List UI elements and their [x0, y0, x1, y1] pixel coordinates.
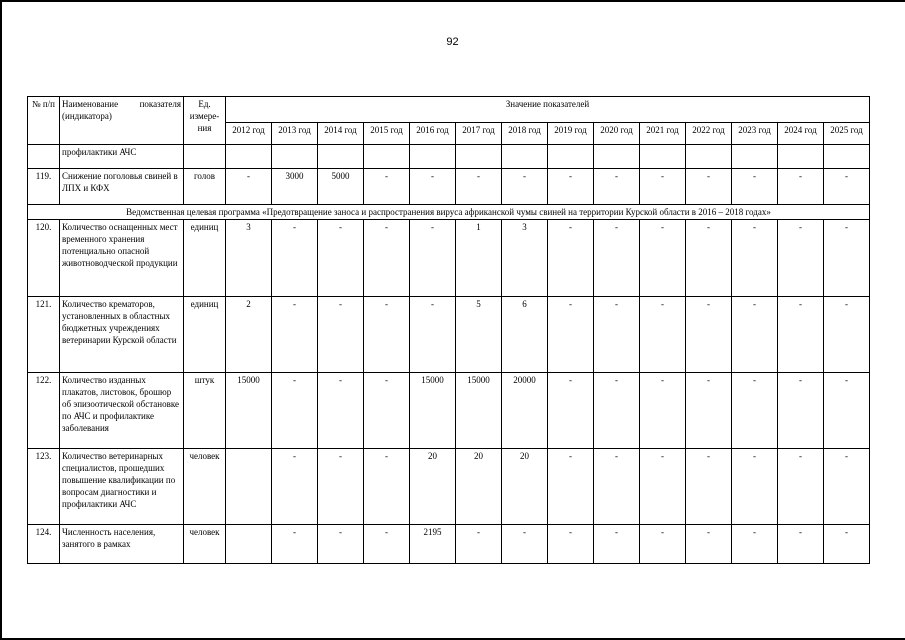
indicator-value: - [686, 297, 732, 373]
indicator-value: - [364, 449, 410, 525]
indicator-value [686, 145, 732, 169]
indicator-value: - [548, 169, 594, 205]
table-row [28, 297, 870, 373]
indicator-value: - [318, 525, 364, 564]
indicator-value: - [824, 220, 870, 297]
header-year: 2012 год [226, 123, 272, 145]
indicator-value [732, 145, 778, 169]
row-number: 120. [28, 220, 60, 297]
indicator-value: - [318, 373, 364, 449]
indicator-value: - [640, 373, 686, 449]
indicator-value: - [778, 220, 824, 297]
indicator-value: 15000 [410, 373, 456, 449]
indicator-value: - [778, 297, 824, 373]
indicator-value: - [732, 297, 778, 373]
section-title: Ведомственная целевая программа «Предотвращение заноса и распространения вируса африканской чумы свиней на территории Курской области в 2016 – 2018 годах» [28, 205, 870, 220]
indicator-value: - [640, 449, 686, 525]
indicator-value: - [778, 373, 824, 449]
table-body [28, 145, 870, 564]
indicator-value: - [272, 220, 318, 297]
indicator-value [272, 145, 318, 169]
indicator-value: - [732, 169, 778, 205]
indicator-value: 20 [502, 449, 548, 525]
indicator-value: - [824, 297, 870, 373]
table-row [28, 449, 870, 525]
indicator-value: - [640, 525, 686, 564]
indicator-value: 15000 [226, 373, 272, 449]
indicator-value: - [594, 220, 640, 297]
indicator-value: - [456, 169, 502, 205]
unit-of-measure: человек [184, 525, 226, 564]
indicator-value: 15000 [456, 373, 502, 449]
header-unit: Ед. измере-ния [184, 97, 226, 145]
header-year: 2021 год [640, 123, 686, 145]
indicator-value: - [502, 169, 548, 205]
page-number: 92 [446, 36, 459, 48]
table-row [28, 525, 870, 564]
header-num: № п/п [28, 97, 60, 145]
indicator-value: - [732, 373, 778, 449]
indicator-value: - [364, 525, 410, 564]
header-values-group: Значение показателей [226, 97, 870, 123]
indicator-value [364, 145, 410, 169]
indicator-value: - [686, 525, 732, 564]
header-year: 2022 год [686, 123, 732, 145]
indicator-value: 6 [502, 297, 548, 373]
indicator-value [226, 525, 272, 564]
row-number: 123. [28, 449, 60, 525]
table-row [28, 169, 870, 205]
indicator-value: - [548, 449, 594, 525]
indicator-value: - [410, 297, 456, 373]
indicator-value [778, 145, 824, 169]
indicator-value: - [364, 297, 410, 373]
indicator-value: - [410, 220, 456, 297]
indicator-value [824, 145, 870, 169]
unit-of-measure: штук [184, 373, 226, 449]
indicator-value: - [686, 220, 732, 297]
indicator-value: - [594, 525, 640, 564]
indicator-value: - [410, 169, 456, 205]
indicator-value: - [548, 220, 594, 297]
indicator-value: - [640, 169, 686, 205]
indicator-name: Количество крематоров, установленных в областных бюджетных учреждениях ветеринарии Курской области [60, 297, 184, 373]
indicator-value: - [640, 220, 686, 297]
indicator-value: 20 [410, 449, 456, 525]
indicator-value: 1 [456, 220, 502, 297]
indicator-value: - [824, 449, 870, 525]
indicator-value: - [226, 169, 272, 205]
indicator-value: - [502, 525, 548, 564]
indicator-value: - [778, 169, 824, 205]
indicator-value [226, 449, 272, 525]
header-year: 2015 год [364, 123, 410, 145]
indicator-value: - [318, 297, 364, 373]
indicator-value: 3 [226, 220, 272, 297]
indicator-value: - [548, 525, 594, 564]
indicator-value: - [456, 525, 502, 564]
header-year: 2018 год [502, 123, 548, 145]
indicator-value: - [548, 373, 594, 449]
table-row [28, 373, 870, 449]
indicator-value: - [272, 373, 318, 449]
indicator-table [27, 96, 870, 564]
indicator-value: - [824, 373, 870, 449]
header-year: 2014 год [318, 123, 364, 145]
indicator-value: - [594, 449, 640, 525]
header-year: 2025 год [824, 123, 870, 145]
indicator-value: - [778, 449, 824, 525]
indicator-value: - [594, 169, 640, 205]
row-number [28, 145, 60, 169]
header-year: 2020 год [594, 123, 640, 145]
indicator-value: - [548, 297, 594, 373]
unit-of-measure: человек [184, 449, 226, 525]
indicator-value: 3 [502, 220, 548, 297]
indicator-value: 5000 [318, 169, 364, 205]
indicator-value: - [364, 169, 410, 205]
indicator-value [456, 145, 502, 169]
indicator-value [410, 145, 456, 169]
indicator-value: 2195 [410, 525, 456, 564]
table-header [28, 97, 870, 145]
table-row [28, 220, 870, 297]
indicator-name: Снижение поголовья свиней в ЛПХ и КФХ [60, 169, 184, 205]
indicator-value [548, 145, 594, 169]
indicator-value: - [824, 525, 870, 564]
row-number: 119. [28, 169, 60, 205]
header-year: 2017 год [456, 123, 502, 145]
indicator-name: Количество оснащенных мест временного хранения потенциально опасной животноводческой продукции [60, 220, 184, 297]
header-name: Наименование показателя (индикатора) [60, 97, 184, 145]
indicator-value: 20000 [502, 373, 548, 449]
indicator-value: - [778, 525, 824, 564]
indicator-value: - [732, 525, 778, 564]
indicator-name: Численность населения, занятого в рамках [60, 525, 184, 564]
unit-of-measure: голов [184, 169, 226, 205]
row-number: 121. [28, 297, 60, 373]
indicator-value [640, 145, 686, 169]
header-year: 2013 год [272, 123, 318, 145]
indicator-value [502, 145, 548, 169]
row-number: 122. [28, 373, 60, 449]
indicator-value [594, 145, 640, 169]
indicator-value: - [272, 449, 318, 525]
header-year: 2023 год [732, 123, 778, 145]
unit-of-measure: единиц [184, 297, 226, 373]
indicator-value: - [732, 220, 778, 297]
indicator-value: - [272, 525, 318, 564]
unit-of-measure: единиц [184, 220, 226, 297]
indicator-value [318, 145, 364, 169]
section-row [28, 205, 870, 220]
indicator-value: 5 [456, 297, 502, 373]
header-year: 2019 год [548, 123, 594, 145]
indicator-value: - [272, 297, 318, 373]
indicator-value [226, 145, 272, 169]
table-row [28, 145, 870, 169]
indicator-value: - [732, 449, 778, 525]
row-number: 124. [28, 525, 60, 564]
indicator-name: профилактики АЧС [60, 145, 184, 169]
indicator-name: Количество ветеринарных специалистов, прошедших повышение квалификации по вопросам диагностики и профилактики АЧС [60, 449, 184, 525]
indicator-value: - [364, 220, 410, 297]
scan-edge-left [0, 0, 2, 640]
indicator-value: - [686, 449, 732, 525]
indicator-value: - [640, 297, 686, 373]
indicator-value: - [318, 220, 364, 297]
indicator-value: - [594, 297, 640, 373]
indicator-name: Количество изданных плакатов, листовок, брошюр об эпизоотической обстановке по АЧС и профилактике заболевания [60, 373, 184, 449]
scan-edge-top [0, 0, 905, 2]
indicator-value: 20 [456, 449, 502, 525]
header-year: 2024 год [778, 123, 824, 145]
header-year: 2016 год [410, 123, 456, 145]
indicator-value: 3000 [272, 169, 318, 205]
indicator-value: - [824, 169, 870, 205]
indicator-value: - [318, 449, 364, 525]
indicator-value: - [686, 169, 732, 205]
indicator-value: - [594, 373, 640, 449]
indicator-value: - [686, 373, 732, 449]
indicator-value: - [364, 373, 410, 449]
indicator-value: 2 [226, 297, 272, 373]
unit-of-measure [184, 145, 226, 169]
